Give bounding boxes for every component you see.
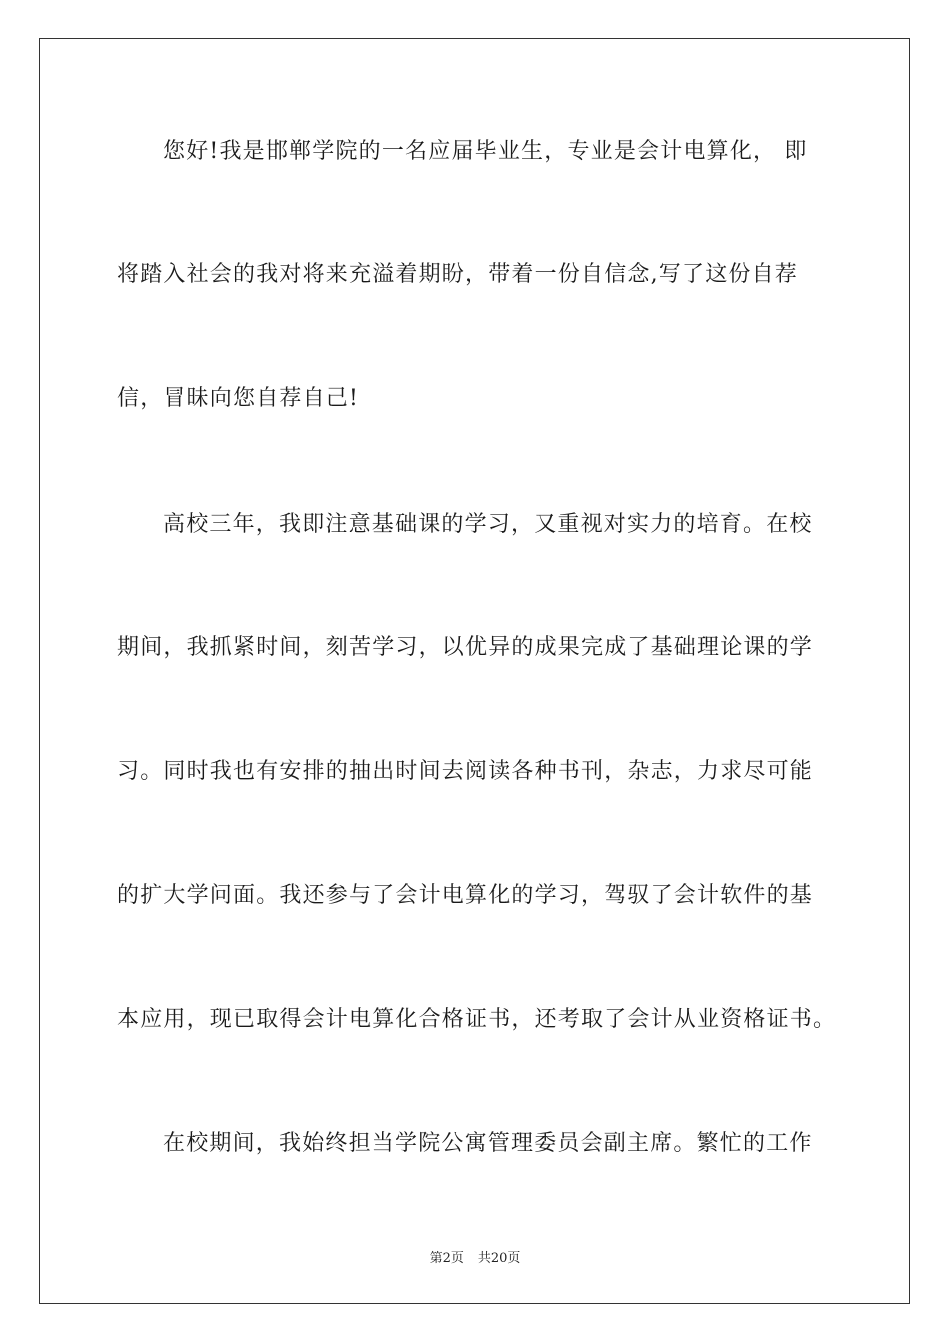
paragraph-1-line-2: 将踏入社会的我对将来充溢着期盼，带着一份自信念,写了这份自荐 [117, 262, 798, 287]
paragraph-3-line-1: 在校期间，我始终担当学院公寓管理委员会副主席。繁忙的工作 [163, 1131, 813, 1156]
paragraph-2-line-1: 高校三年，我即注意基础课的学习，又重视对实力的培育。在校 [163, 512, 813, 537]
paragraph-1-line-3: 信，冒昧向您自荐自己! [117, 386, 360, 411]
page-number: 第2页 [429, 1251, 464, 1266]
paragraph-2-line-5: 本应用，现已取得会计电算化合格证书，还考取了会计从业资格证书。 [117, 1007, 837, 1032]
paragraph-2-line-2: 期间，我抓紧时间，刻苦学习，以优异的成果完成了基础理论课的学 [117, 635, 814, 660]
paragraph-2-line-3: 习。同时我也有安排的抽出时间去阅读各种书刊，杂志，力求尽可能 [117, 759, 814, 784]
paragraph-1-line-1: 您好!我是邯郸学院的一名应届毕业生，专业是会计电算化， 即 [163, 139, 808, 164]
page-border [39, 38, 910, 1304]
paragraph-2-line-4: 的扩大学问面。我还参与了会计电算化的学习，驾驭了会计软件的基 [117, 883, 814, 908]
page-footer [0, 1247, 950, 1266]
total-pages: 共20页 [477, 1251, 521, 1266]
